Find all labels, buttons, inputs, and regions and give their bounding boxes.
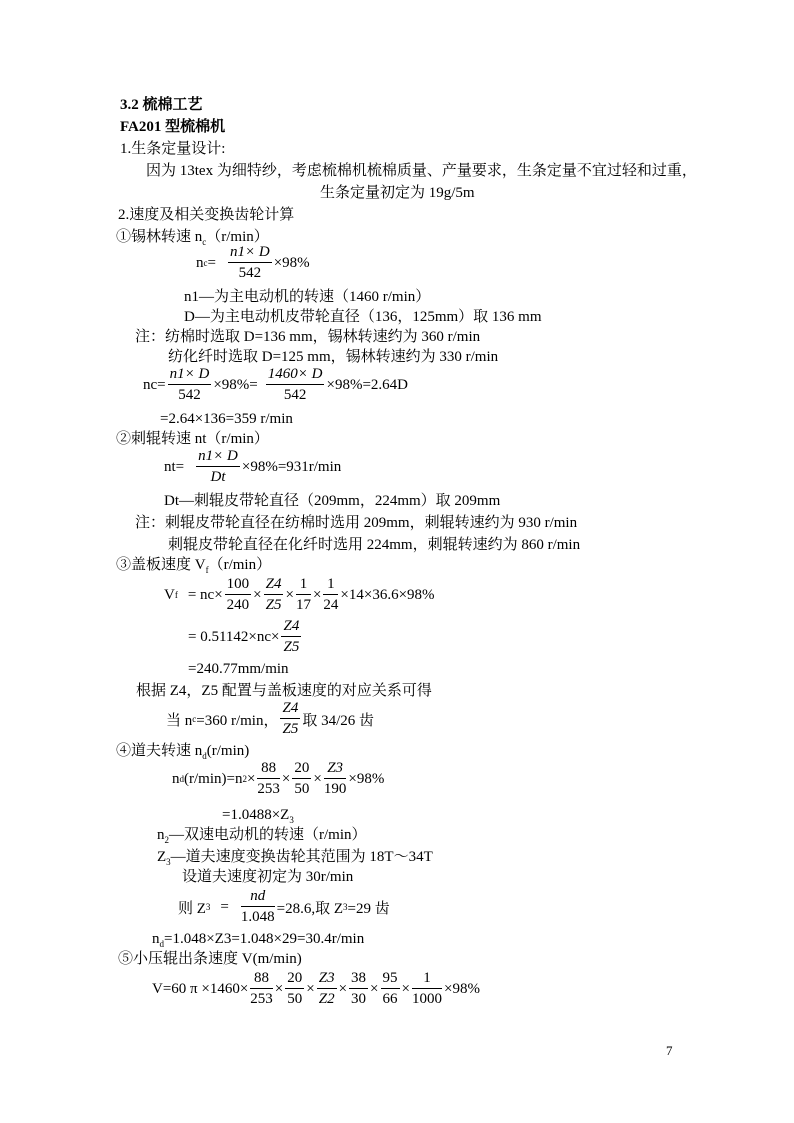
cylinder-speed-title: ①锡林转速 $n_c(r/\min)$ <box>116 229 269 247</box>
d-definition: D—为主电动机皮带轮直径（136，125mm）取 136 mm <box>184 309 542 325</box>
doffer-speed-title: ④道夫转速 $n_d(r/\min)$ <box>116 743 250 761</box>
doffer-formula: n d (r/min)=n 2 × $\frac{88}{253}$ × $\frac{20}{50}$ × $\frac{Z3}{190}$ ×98% <box>172 760 385 797</box>
n2-definition: $n_2—$双速电动机的转速（r/min） <box>157 827 367 845</box>
flat-formula: V f = nc× $\frac{100}{240}$ × $\frac{Z4}{Z5}$ × $\frac{1}{17}$ × $\frac{1}{24}$ ×14×36.6×98% <box>164 576 435 613</box>
fraction: $\frac{38}{30}$ <box>351 970 367 1007</box>
lickerin-speed-title: ②刺辊转速 nt（r/min） <box>116 431 269 447</box>
note-lickerin-cotton: 注：刺辊皮带轮直径在纺棉时选用 209mm，刺辊转速约为 930 r/min <box>135 515 578 531</box>
cylinder-result: =2.64×136=359 r/min <box>160 411 293 427</box>
fraction: $\frac{Z3}{190}$ <box>323 760 347 797</box>
speed-section-title: 2.速度及相关变换齿轮计算 <box>118 207 295 223</box>
fraction: $\frac{100}{240}$ <box>226 576 250 613</box>
page-number: 7 <box>666 1043 673 1058</box>
cylinder-formula: n c = $\frac{n1\times D}{542}$ ×98% <box>196 244 310 281</box>
fraction: $\frac{n1\times D}{542}$ <box>229 244 270 281</box>
fraction: $\frac{n1\times D}{Dt}$ <box>198 448 238 485</box>
dt-definition: Dt—刺辊皮带轮直径（209mm，224mm）取 209mm <box>164 493 501 509</box>
fraction: $\frac{Z4}{Z5}$ <box>283 618 300 655</box>
fraction: $\frac{20}{50}$ <box>287 970 303 1007</box>
fraction: $\frac{n1\times D}{542}$ <box>169 366 210 403</box>
sliver-weight-para2: 生条定量初定为 19g/5m <box>320 185 475 201</box>
flat-result: =240.77mm/min <box>188 661 289 677</box>
calender-speed-title: ⑤小压辊出条速度 V(m/min) <box>118 951 302 967</box>
fraction: $\frac{1}{1000}$ <box>411 970 442 1007</box>
z3-definition: $Z_3—$道夫速度变换齿轮其范围为 18T～34T <box>157 849 433 867</box>
note-cylinder-cotton: 注：纺棉时选取 D=136 mm，锡林转速约为 360 r/min <box>135 329 481 345</box>
gear-note: 根据 Z4，Z5 配置与盖板速度的对应关系可得 <box>136 683 432 699</box>
doffer-result: $=1.0488\times Z_3$ <box>222 807 294 825</box>
fraction: $\frac{20}{50}$ <box>294 760 310 797</box>
fraction: $\frac{Z3}{Z2}$ <box>318 970 335 1007</box>
doffer-final: $n_d=1.048\times Z3=1.048\times 29=30.4r/\min$ <box>152 931 365 949</box>
n1-definition: n1—为主电动机的转速（1460 r/min） <box>184 289 431 305</box>
fraction: $\frac{1}{24}$ <box>323 576 339 613</box>
note-lickerin-synthetic: 刺辊皮带轮直径在化纤时选用 224mm，刺辊转速约为 860 r/min <box>168 537 581 553</box>
cylinder-formula-2: nc= $\frac{n1\times D}{542}$ ×98%= $\frac{1460\times D}{542}$ ×98%=2.64D <box>143 366 408 403</box>
section-heading: 3.2 梳棉工艺 <box>120 97 203 113</box>
fraction: $\frac{1460\times D}{542}$ <box>267 366 323 403</box>
sliver-weight-title: 1.生条定量设计: <box>120 141 226 157</box>
z3-formula: 则 Z 3 = $\frac{nd}{1.048}$ =28.6,取 Z 3 =29 齿 <box>178 888 390 925</box>
lickerin-formula: nt= $\frac{n1\times D}{Dt}$ ×98%=931r/min <box>164 448 342 485</box>
flat-formula-2: = 0.51142×nc× $\frac{Z4}{Z5}$ <box>188 618 300 655</box>
fraction: $\frac{nd}{1.048}$ <box>240 888 275 925</box>
gear-selection: 当 n c =360 r/min， $\frac{Z4}{Z5}$ 取 34/26 齿 <box>166 700 374 737</box>
fraction: $\frac{Z4}{Z5}$ <box>282 700 299 737</box>
fraction: $\frac{95}{66}$ <box>382 970 398 1007</box>
doffer-setting: 设道夫速度初定为 30r/min <box>182 869 354 885</box>
calender-formula: V=60 π ×1460× $\frac{88}{253}$ × $\frac{20}{50}$ × $\frac{Z3}{Z2}$ × $\frac{38}{30}$ × $\frac{95}{66}$ × $\frac{1}{1000}$ ×98% <box>152 970 480 1007</box>
fraction: $\frac{1}{17}$ <box>295 576 311 613</box>
fraction: $\frac{Z4}{Z5}$ <box>265 576 282 613</box>
machine-heading: FA201 型梳棉机 <box>120 119 226 135</box>
note-cylinder-synthetic: 纺化纤时选取 D=125 mm，锡林转速约为 330 r/min <box>168 349 499 365</box>
fraction: $\frac{88}{253}$ <box>257 760 280 797</box>
sliver-weight-para1: 因为 13tex 为细特纱，考虑梳棉机梳棉质量、产量要求，生条定量不宜过轻和过重， <box>146 163 697 179</box>
fraction: $\frac{88}{253}$ <box>250 970 273 1007</box>
flat-speed-title: ③盖板速度 $V_f(r/\min)$ <box>116 557 272 575</box>
